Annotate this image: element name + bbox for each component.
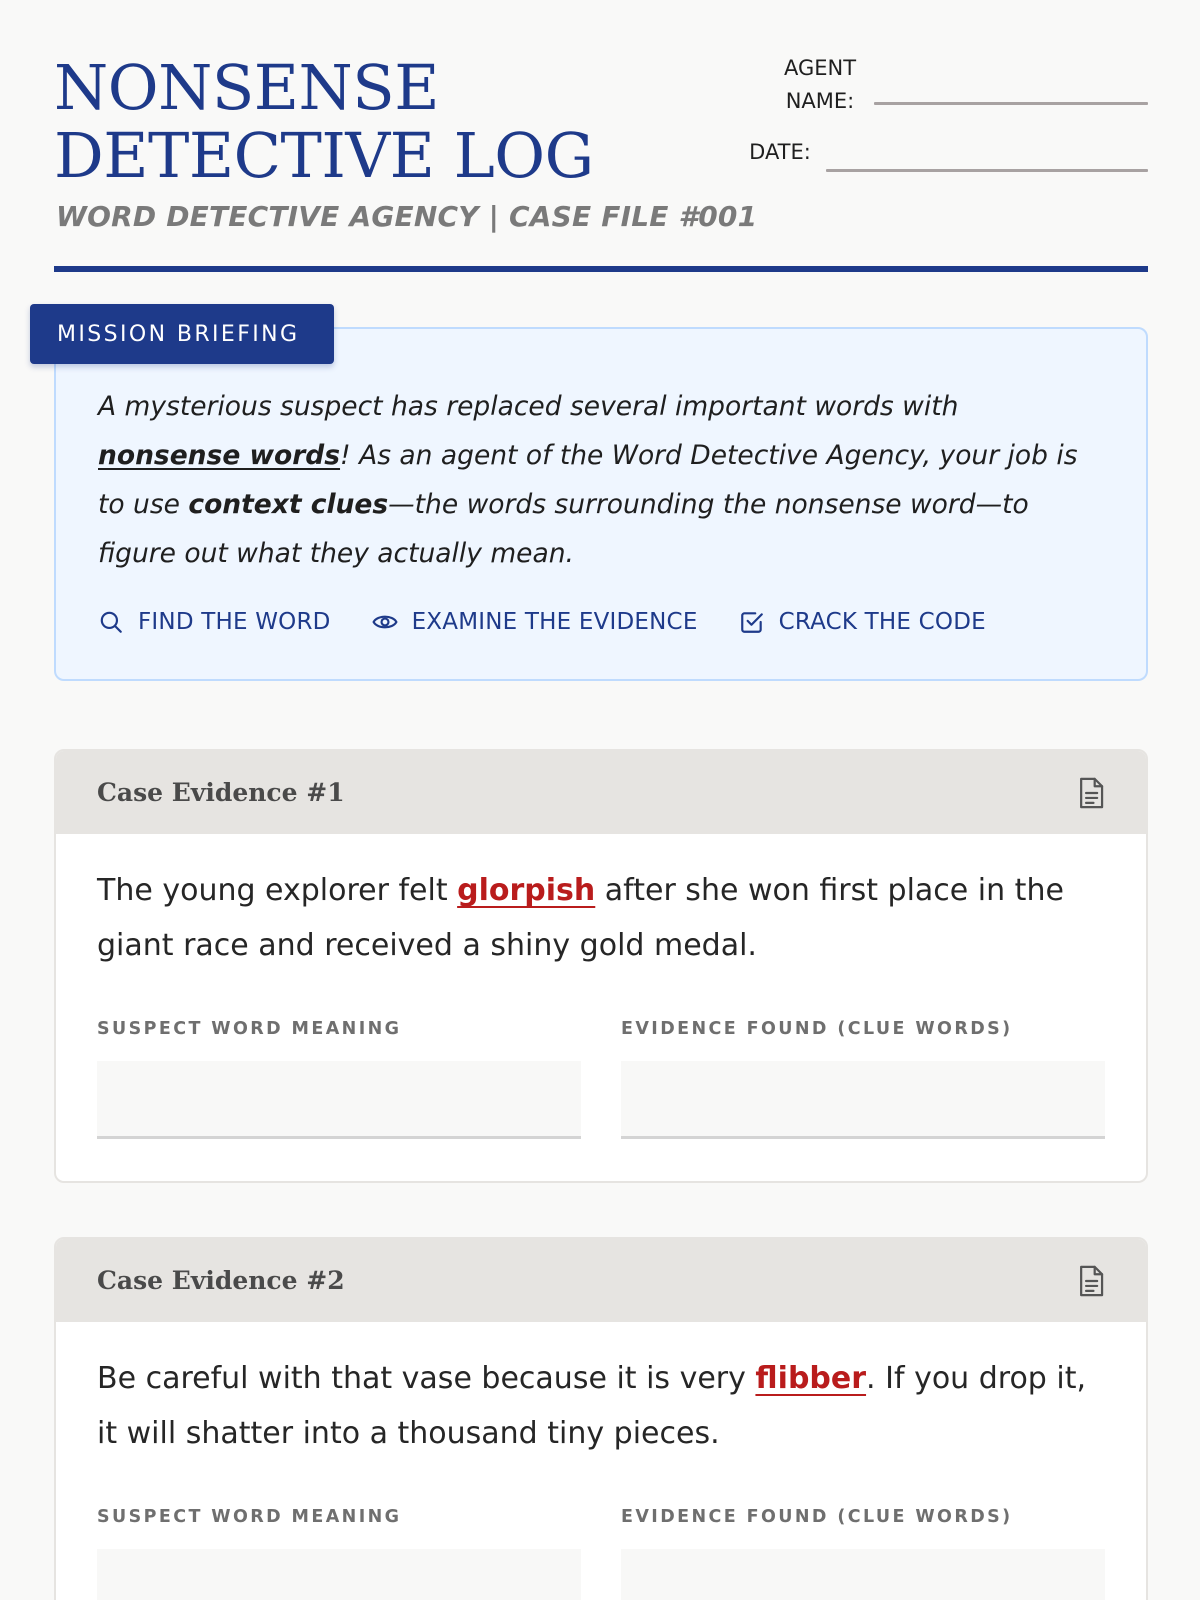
agent-name-label-line2: NAME: <box>785 89 855 113</box>
step-label: CRACK THE CODE <box>778 609 986 635</box>
case-evidence-title: Case Evidence #1 <box>97 778 345 807</box>
sentence-before: Be careful with that vase because it is very <box>97 1361 756 1396</box>
case-sentence <box>97 1351 1107 1461</box>
suspect-word-meaning-field[interactable] <box>97 1061 581 1139</box>
evidence-found-label: EVIDENCE FOUND (CLUE WORDS) <box>621 1019 1013 1039</box>
briefing-steps <box>98 602 1027 642</box>
step-crack-the-code <box>739 609 986 635</box>
checkbox-icon <box>739 609 765 635</box>
suspect-word-meaning-label: SUSPECT WORD MEANING <box>97 1507 402 1527</box>
step-label: FIND THE WORD <box>138 609 331 635</box>
briefing-term-nonsense-words: nonsense words <box>98 440 341 471</box>
evidence-found-field[interactable] <box>621 1061 1105 1139</box>
agent-name-label <box>770 52 870 118</box>
sentence-after: . If you drop it, it will shatter into a thousand tiny pieces. <box>97 1361 1087 1451</box>
document-icon <box>1076 777 1106 809</box>
suspect-word-meaning-label: SUSPECT WORD MEANING <box>97 1019 402 1039</box>
case-evidence-card-1 <box>54 749 1148 1183</box>
sentence-after: after she won first place in the giant race and received a shiny gold medal. <box>97 873 1064 963</box>
case-sentence <box>97 863 1107 973</box>
eye-icon <box>372 609 398 635</box>
mission-briefing-tab-label: MISSION BRIEFING <box>57 321 300 347</box>
document-icon <box>1076 1265 1106 1297</box>
header-divider <box>54 266 1148 272</box>
agent-name-field[interactable] <box>874 102 1148 105</box>
case-evidence-card-2 <box>54 1237 1148 1600</box>
nonsense-word: flibber <box>755 1361 867 1396</box>
mission-briefing-text <box>98 382 1108 578</box>
evidence-found-field[interactable] <box>621 1549 1105 1600</box>
page-title: NONSENSE DETECTIVE LOG <box>54 51 594 192</box>
mission-briefing-tab <box>30 304 334 364</box>
agent-name-label-line1: AGENT <box>783 56 857 80</box>
date-field[interactable] <box>826 169 1148 172</box>
date-label: DATE: <box>749 140 811 164</box>
search-icon <box>98 609 124 635</box>
step-find-the-word <box>98 609 331 635</box>
case-evidence-header <box>56 751 1146 834</box>
evidence-found-label: EVIDENCE FOUND (CLUE WORDS) <box>621 1507 1013 1527</box>
briefing-text-part2: ! As an agent of the Word Detective Agency, your job is to use <box>98 440 1078 520</box>
sentence-before: The young explorer felt <box>97 873 458 908</box>
briefing-text-part1: A mysterious suspect has replaced several important words with <box>98 391 959 422</box>
step-label: EXAMINE THE EVIDENCE <box>411 609 698 635</box>
suspect-word-meaning-field[interactable] <box>97 1549 581 1600</box>
nonsense-word: glorpish <box>457 873 596 908</box>
case-evidence-title: Case Evidence #2 <box>97 1266 345 1295</box>
step-examine-the-evidence <box>372 609 698 635</box>
case-evidence-header <box>56 1239 1146 1322</box>
briefing-text-part3: —the words surrounding the nonsense word—to figure out what they actually mean. <box>98 489 1029 569</box>
briefing-term-context-clues: context clues <box>188 489 389 520</box>
page-subtitle: WORD DETECTIVE AGENCY | CASE FILE #001 <box>56 200 758 233</box>
